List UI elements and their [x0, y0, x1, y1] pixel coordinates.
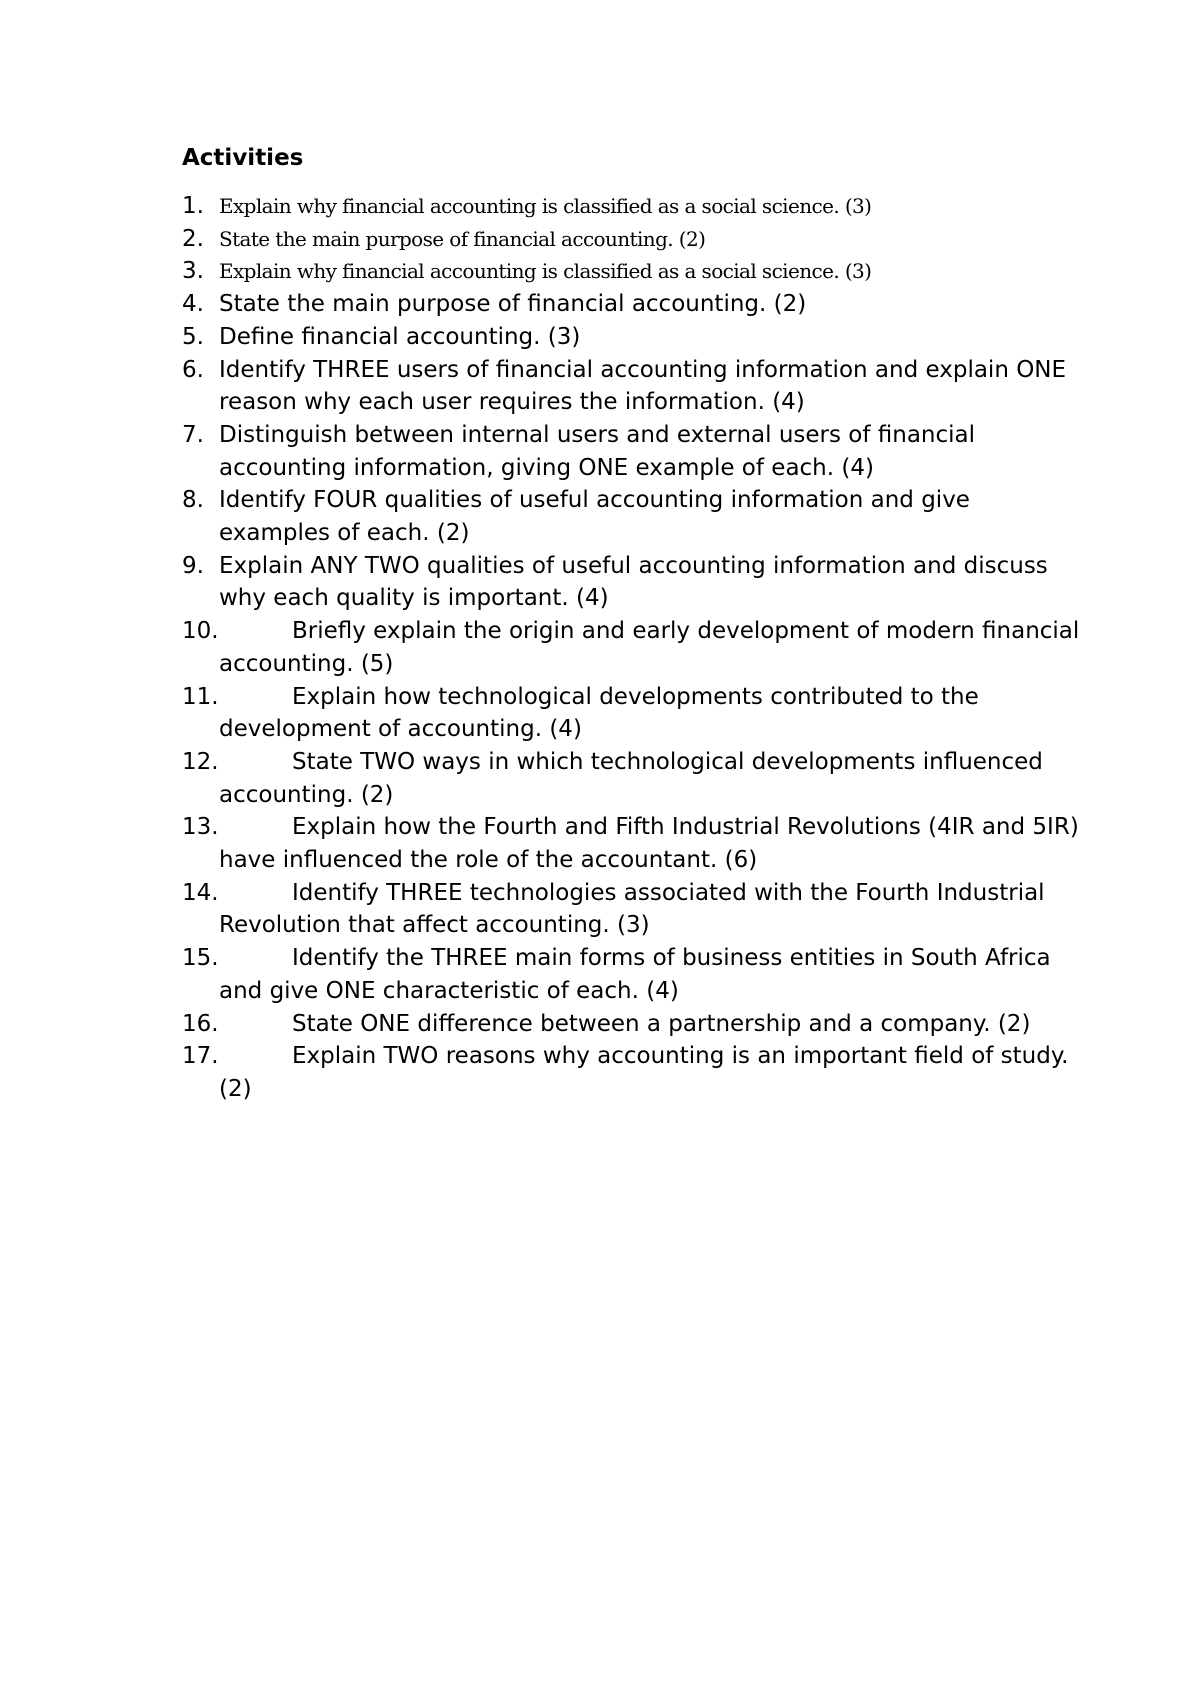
- item-number: 11.: [182, 683, 219, 710]
- list-item: [182, 746, 1082, 811]
- item-number: 10.: [182, 618, 219, 645]
- list-item: [182, 1008, 1082, 1041]
- item-text: Explain TWO reasons why accounting is an important field of study. (2): [219, 1043, 1069, 1102]
- item-number: 8.: [182, 487, 204, 514]
- list-item: [182, 223, 1082, 256]
- item-text: Identify FOUR qualities of useful accounting information and give examples of each. (2): [219, 487, 970, 547]
- item-text: Explain ANY TWO qualities of useful accounting information and discuss why each quality is important. (4): [219, 552, 1048, 612]
- item-text: State ONE difference between a partnership and a company. (2): [292, 1010, 1031, 1037]
- item-text: State the main purpose of financial accounting. (2): [219, 226, 706, 251]
- item-text: Explain how the Fourth and Fifth Industrial Revolutions (4IR and 5IR) have influenced the role of the accountant. (6): [219, 814, 1079, 874]
- item-number: 15.: [182, 945, 219, 972]
- list-item: [182, 484, 1082, 549]
- item-number: 17.: [182, 1043, 219, 1070]
- list-item: [182, 877, 1082, 942]
- item-number: 14.: [182, 879, 219, 906]
- item-text: Briefly explain the origin and early development of modern financial accounting. (5): [219, 618, 1080, 677]
- item-text: Identify the THREE main forms of business entities in South Africa and give ONE characteristic of each. (4): [219, 945, 1051, 1004]
- item-text: Identify THREE technologies associated with the Fourth Industrial Revolution that affect accounting. (3): [219, 879, 1045, 939]
- item-number: 5.: [182, 323, 204, 350]
- list-item: [182, 942, 1082, 1007]
- list-item: [182, 255, 1082, 288]
- list-item: [182, 681, 1082, 746]
- list-item: [182, 1040, 1082, 1105]
- list-item: [182, 811, 1082, 876]
- item-text: Identify THREE users of financial accounting information and explain ONE reason why each user requires the information. (4): [219, 356, 1067, 416]
- item-text: Explain why financial accounting is classified as a social science. (3): [219, 259, 872, 284]
- item-number: 9.: [182, 552, 204, 579]
- item-number: 12.: [182, 748, 219, 775]
- item-number: 16.: [182, 1010, 219, 1037]
- item-text: Explain why financial accounting is classified as a social science. (3): [219, 194, 872, 218]
- item-text: State the main purpose of financial accounting. (2): [219, 291, 807, 318]
- list-item: [182, 615, 1082, 680]
- list-item: [182, 190, 1082, 223]
- item-number: 4.: [182, 291, 204, 318]
- list-item: [182, 321, 1082, 354]
- list-item: [182, 419, 1082, 484]
- item-text: State TWO ways in which technological developments influenced accounting. (2): [219, 748, 1043, 808]
- item-text: Define financial accounting. (3): [219, 323, 581, 350]
- item-number: 7.: [182, 421, 204, 448]
- page-title: Activities: [182, 145, 304, 171]
- item-number: 1.: [182, 193, 204, 219]
- item-number: 6.: [182, 356, 204, 383]
- list-item: [182, 288, 1082, 321]
- item-number: 2.: [182, 225, 204, 252]
- item-number: 3.: [182, 258, 204, 285]
- activities-list: [182, 190, 1082, 1106]
- list-item: [182, 354, 1082, 419]
- list-item: [182, 550, 1082, 615]
- item-number: 13.: [182, 814, 219, 841]
- item-text: Distinguish between internal users and external users of financial accounting information, giving ONE example of each. (4): [219, 421, 976, 481]
- item-text: Explain how technological developments contributed to the development of accounting. (4): [219, 683, 979, 743]
